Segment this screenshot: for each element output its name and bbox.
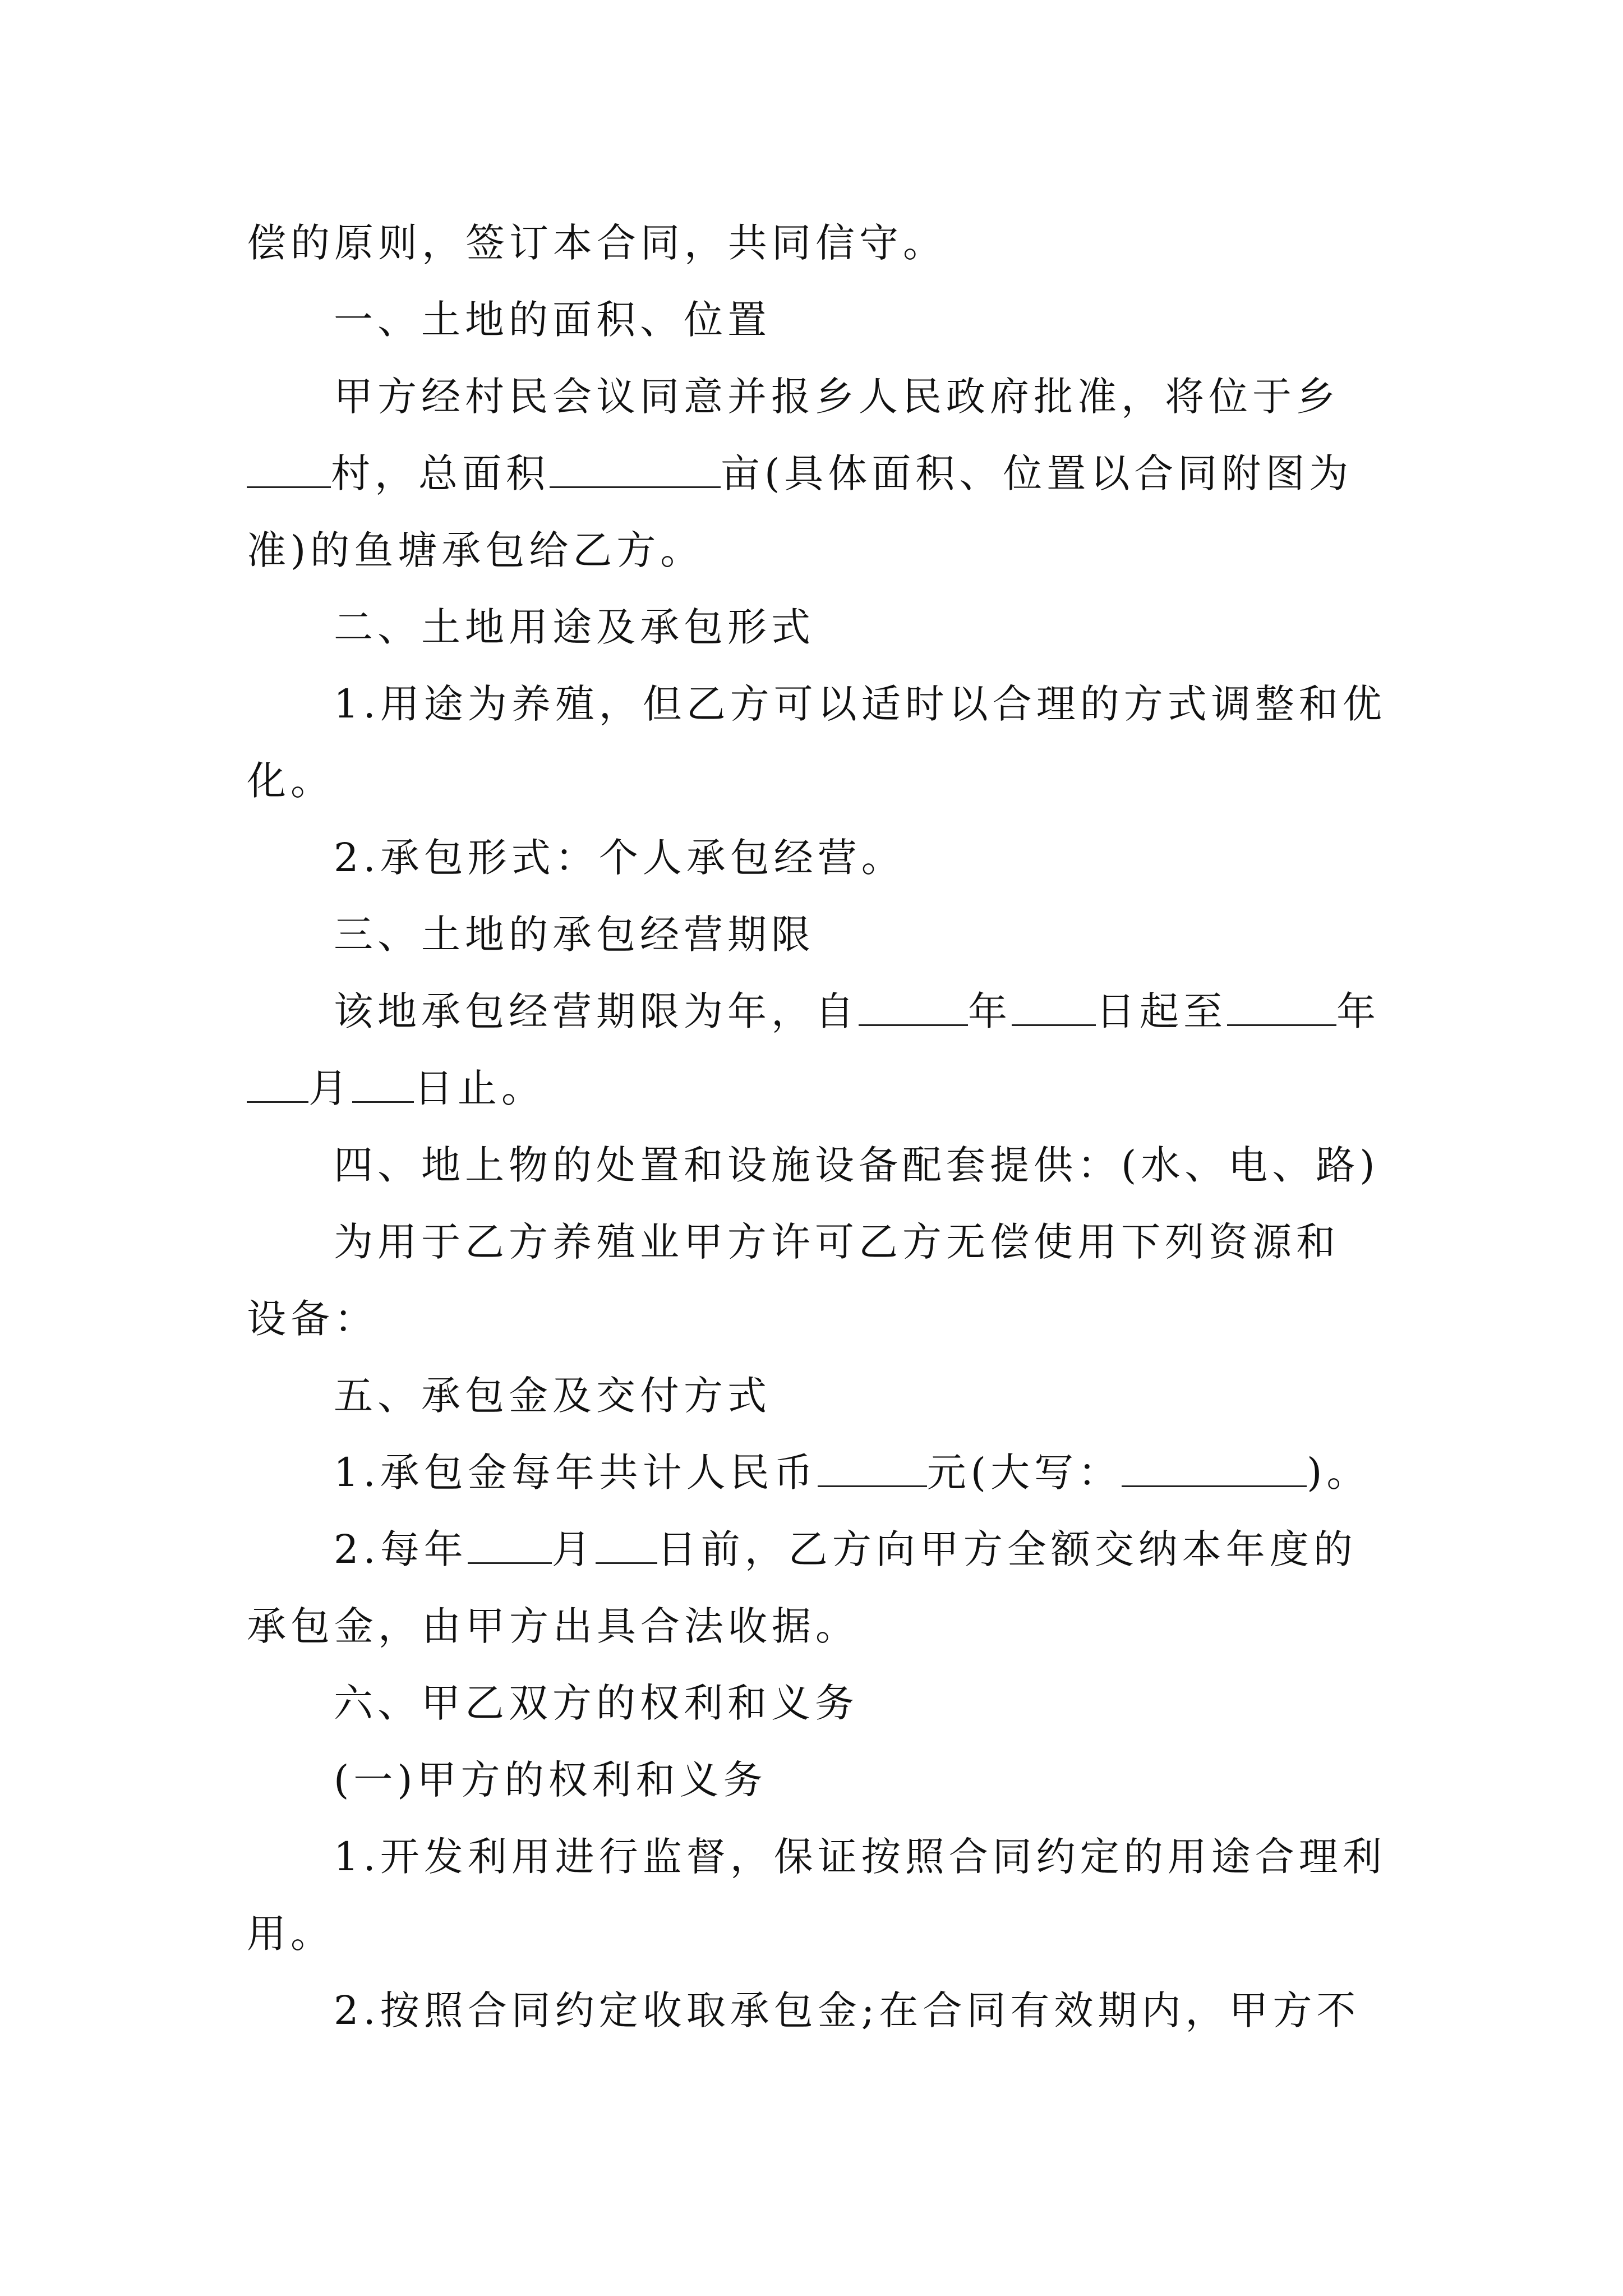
line-text: 月 [308, 1065, 352, 1111]
line-text: 年 [1336, 988, 1380, 1034]
paragraph-line [247, 512, 1402, 589]
blank-end-day [352, 1068, 414, 1103]
paragraph-line [247, 743, 1402, 820]
section-heading-6 [247, 1665, 1402, 1742]
line-text: 2.每年 [334, 1526, 468, 1572]
line-text: 2.承包形式：个人承包经营。 [334, 835, 905, 881]
line-text: 该地承包经营期限为年，自 [334, 988, 859, 1034]
blank-end-year [1227, 991, 1336, 1026]
line-text: 2.按照合同约定收取承包金;在合同有效期内，甲方不 [334, 1987, 1361, 2033]
section-heading-1 [247, 282, 1402, 358]
line-text: 五、承包金及交付方式 [334, 1373, 771, 1419]
paragraph-line [247, 1511, 1402, 1588]
blank-area [550, 453, 721, 488]
line-text: 日止。 [414, 1065, 545, 1111]
blank-amount [818, 1452, 927, 1487]
section-heading-3 [247, 896, 1402, 973]
line-text: )。 [1307, 1450, 1371, 1496]
line-text: 月 [551, 1526, 596, 1572]
paragraph-line [247, 1972, 1402, 2049]
section-heading-2 [247, 589, 1402, 666]
line-text: 承包金，由甲方出具合法收据。 [247, 1603, 859, 1649]
line-text: 元(大写： [926, 1450, 1122, 1496]
paragraph-line [247, 205, 1402, 282]
line-text: 1.开发利用进行监督，保证按照合同约定的用途合理利 [334, 1834, 1386, 1880]
line-text: 亩(具体面积、位置以合同附图为 [721, 450, 1353, 496]
line-text: 日前，乙方向甲方全额交纳本年度的 [657, 1526, 1357, 1572]
line-text: 一、土地的面积、位置 [334, 297, 771, 343]
paragraph-line [247, 1588, 1402, 1665]
blank-end-month [247, 1068, 308, 1103]
line-text: 用。 [247, 1911, 334, 1957]
blank-village [247, 453, 331, 488]
paragraph-line [247, 1819, 1402, 1895]
paragraph-line [247, 1434, 1402, 1511]
paragraph-line [247, 435, 1402, 512]
line-text: 六、甲乙双方的权利和义务 [334, 1680, 859, 1726]
blank-pay-month [468, 1529, 552, 1564]
section-heading-5 [247, 1358, 1402, 1434]
paragraph-line [247, 1895, 1402, 1972]
paragraph-line [247, 358, 1402, 435]
line-text: 1.用途为养殖，但乙方可以适时以合理的方式调整和优 [334, 681, 1386, 727]
contract-body [247, 205, 1402, 2049]
line-text: 年 [968, 988, 1012, 1034]
line-text: 准)的鱼塘承包给乙方。 [247, 527, 704, 573]
paragraph-line [247, 973, 1402, 1050]
line-text: 化。 [247, 758, 334, 804]
line-text: 四、地上物的处置和设施设备配套提供：(水、电、路) [334, 1142, 1380, 1188]
paragraph-line [247, 820, 1402, 896]
paragraph-line [247, 1204, 1402, 1281]
paragraph-line [247, 1281, 1402, 1358]
line-text: (一)甲方的权利和义务 [334, 1757, 767, 1803]
line-text: 村，总面积 [331, 450, 550, 496]
line-text: 1.承包金每年共计人民币 [334, 1450, 818, 1496]
blank-start-day [1012, 991, 1096, 1026]
line-text: 为用于乙方养殖业甲方许可乙方无偿使用下列资源和 [334, 1219, 1340, 1265]
section-heading-4 [247, 1127, 1402, 1204]
line-text: 偿的原则，签订本合同，共同信守。 [247, 220, 947, 266]
line-text: 甲方经村民会议同意并报乡人民政府批准，将位于乡 [334, 374, 1340, 420]
line-text: 二、土地用途及承包形式 [334, 604, 815, 650]
line-text: 日起至 [1096, 988, 1227, 1034]
paragraph-line [247, 666, 1402, 743]
line-text: 设备： [247, 1296, 378, 1342]
subsection-heading [247, 1742, 1402, 1819]
blank-amount-words [1122, 1452, 1307, 1487]
line-text: 三、土地的承包经营期限 [334, 912, 815, 958]
paragraph-line [247, 1050, 1402, 1127]
blank-start-year [859, 991, 968, 1026]
blank-pay-day [596, 1529, 657, 1564]
